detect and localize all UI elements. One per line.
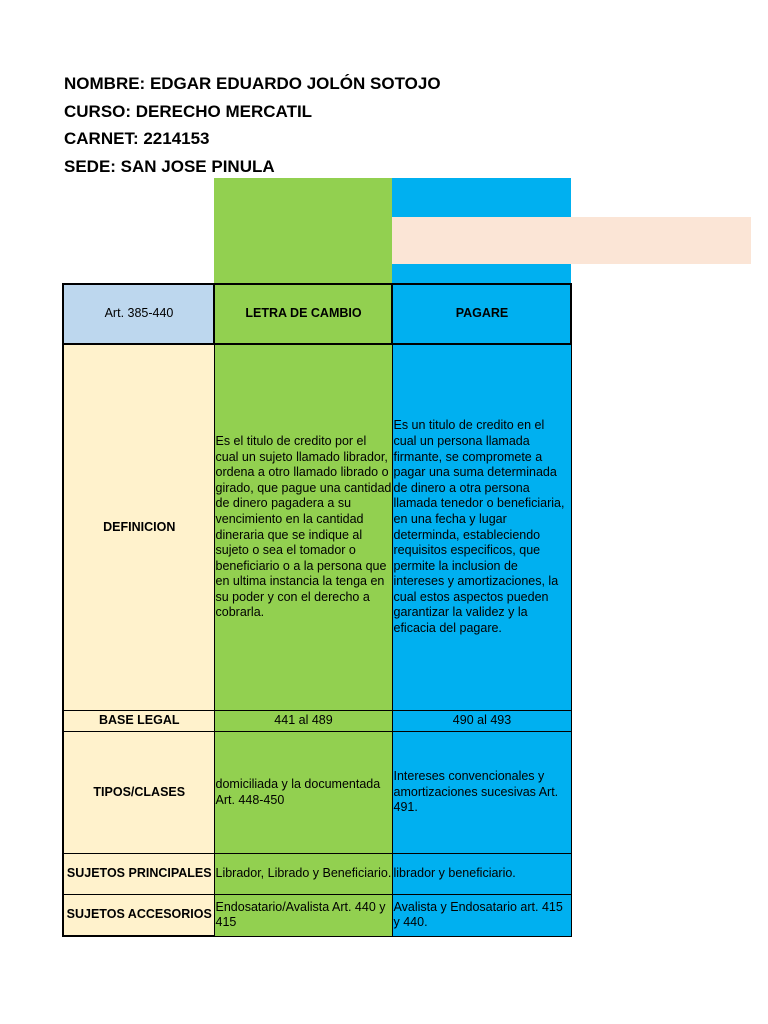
header-pagare: PAGARE (392, 284, 571, 344)
pagare-tipos-clases: Intereses convencionales y amortizaciones sucesivas Art. 491. (392, 732, 571, 854)
row-label-definicion: DEFINICION (63, 344, 214, 711)
letra-base-legal: 441 al 489 (214, 711, 392, 732)
pagare-sujetos-accesorios: Avalista y Endosatario art. 415 y 440. (392, 895, 571, 937)
student-name: NOMBRE: EDGAR EDUARDO JOLÓN SOTOJO (64, 74, 441, 93)
table-row (63, 711, 571, 732)
letra-definicion: Es el titulo de credito por el cual un sujeto llamado librador, ordena a otro llamado librado o girado, que pague una cantidad de dinero pagadera a su vencimiento en la cantidad dineraria que se indique al sujeto o sea el tomador o beneficiario o a la persona que en ultima instancia la tenga en su poder y con el derecho a cobrarla. (214, 344, 392, 711)
row-label-sujetos-principales: SUJETOS PRINCIPALES (63, 854, 214, 895)
campus-name: SEDE: SAN JOSE PINULA (64, 156, 275, 176)
student-info (64, 70, 441, 180)
row-label-base-legal: BASE LEGAL (63, 711, 214, 732)
pagare-definicion: Es un titulo de credito en el cual un persona llamada firmante, se compromete a pagar una suma determinada de dinero a otra persona llamada tenedor o beneficiaria, en una fecha y lugar determinda, estableciendo requisitos especificos, que permite la inclusion de intereses y amortizaciones, la cual estos aspectos pueden garantizar la validez y la eficacia del pagare. (392, 344, 571, 711)
pagare-sujetos-principales: librador y beneficiario. (392, 854, 571, 895)
table-header-row (63, 284, 571, 344)
header-article: Art. 385-440 (63, 284, 214, 344)
letra-sujetos-principales: Librador, Librado y Beneficiario. (214, 854, 392, 895)
letra-tipos-clases: domiciliada y la documentada Art. 448-450 (214, 732, 392, 854)
header-letra-de-cambio: LETRA DE CAMBIO (214, 284, 392, 344)
pagare-base-legal: 490 al 493 (392, 711, 571, 732)
green-header-fill (214, 178, 392, 285)
table-row (63, 854, 571, 895)
table-row (63, 732, 571, 854)
row-label-sujetos-accesorios: SUJETOS ACCESORIOS (63, 895, 214, 937)
row-label-tipos-clases: TIPOS/CLASES (63, 732, 214, 854)
peach-band (392, 217, 751, 264)
course-name: CURSO: DERECHO MERCATIL (64, 101, 313, 121)
table-row (63, 895, 571, 937)
letra-sujetos-accesorios: Endosatario/Avalista Art. 440 y 415 (214, 895, 392, 937)
comparison-table (62, 283, 572, 937)
student-id: CARNET: 2214153 (64, 129, 210, 148)
table-row (63, 344, 571, 711)
